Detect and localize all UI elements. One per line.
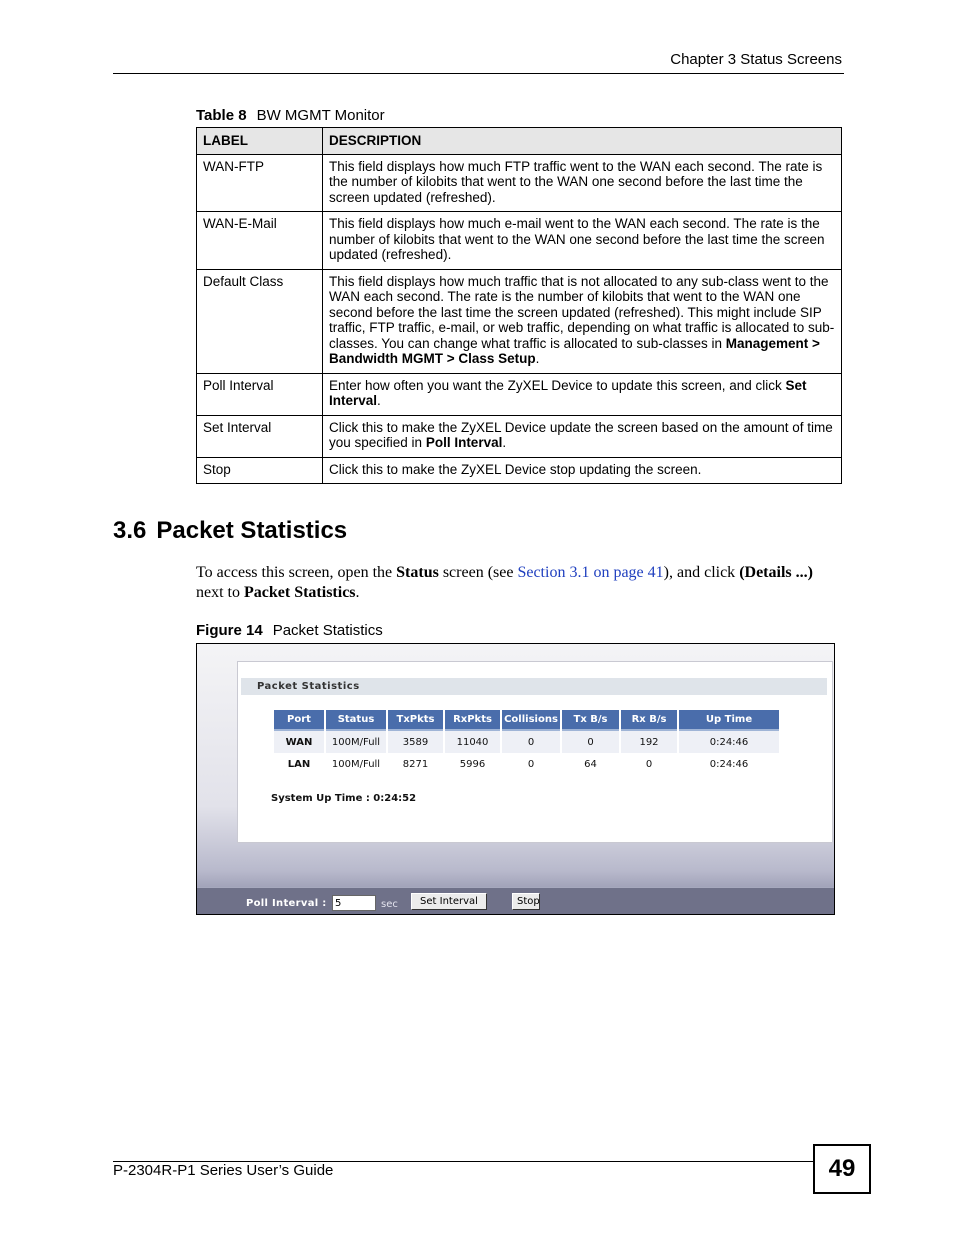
row-description: Click this to make the ZyXEL Device stop updating the screen. (323, 457, 842, 484)
table-caption-number: Table 8 (196, 107, 247, 124)
description-text: Click this to make the ZyXEL Device update the screen based on the amount of time you specified in (329, 419, 833, 450)
bw-mgmt-table (196, 127, 842, 484)
row-description: This field displays how much FTP traffic went to the WAN each second. The rate is the number of kilobits that went to the WAN one second before the last time the screen updated (refreshed). (323, 154, 842, 212)
collisions-cell: 0 (502, 731, 560, 753)
table-row (274, 731, 779, 753)
page-number: 49 (813, 1144, 871, 1194)
intro-bold: Packet Statistics (244, 584, 356, 601)
tx-bps-cell: 64 (562, 753, 619, 775)
row-label: Stop (197, 457, 323, 484)
column-header-up-time: Up Time (679, 710, 779, 731)
section-title: Packet Statistics (156, 517, 348, 544)
column-header-port: Port (274, 710, 324, 731)
table-row (274, 753, 779, 775)
description-bold: Management > Bandwidth MGMT > Class Setup (329, 335, 820, 366)
column-header-tx-bps: Tx B/s (562, 710, 619, 731)
intro-paragraph (196, 563, 842, 603)
poll-interval-label: Poll Interval : (246, 898, 327, 909)
poll-interval-input[interactable] (332, 895, 376, 911)
description-text: . (502, 435, 507, 450)
table-caption (196, 107, 385, 124)
intro-text: screen (see (438, 564, 518, 581)
chapter-header: Chapter 3 Status Screens (670, 51, 842, 68)
up-time-cell: 0:24:46 (679, 753, 779, 775)
txpkts-cell: 8271 (388, 753, 443, 775)
txpkts-cell: 3589 (388, 731, 443, 753)
stop-button[interactable]: Stop (512, 893, 540, 910)
row-label: Default Class (197, 269, 323, 373)
collisions-cell: 0 (502, 753, 560, 775)
table-row (197, 212, 842, 270)
section-link[interactable]: Section 3.1 on page 41 (517, 564, 664, 581)
poll-control-bar (197, 887, 835, 915)
table-row (197, 373, 842, 415)
description-bold: Set Interval (329, 377, 807, 408)
description-text: . (377, 393, 381, 408)
port-cell: LAN (274, 753, 324, 775)
figure-caption-number: Figure 14 (196, 622, 263, 639)
row-label: WAN-E-Mail (197, 212, 323, 270)
poll-interval-unit: sec (381, 899, 398, 910)
statistics-panel (237, 661, 833, 843)
section-heading (113, 517, 347, 545)
figure-caption-title: Packet Statistics (272, 622, 383, 639)
rxpkts-cell: 11040 (445, 731, 500, 753)
set-interval-button[interactable]: Set Interval (411, 893, 487, 910)
header-divider (113, 73, 844, 74)
row-description (323, 373, 842, 415)
status-cell: 100M/Full (326, 753, 386, 775)
column-header-rx-bps: Rx B/s (621, 710, 677, 731)
row-label: Set Interval (197, 415, 323, 457)
row-description (323, 415, 842, 457)
table-header-row (197, 128, 842, 155)
guide-title: P-2304R-P1 Series User’s Guide (113, 1162, 334, 1179)
status-cell: 100M/Full (326, 731, 386, 753)
tx-bps-cell: 0 (562, 731, 619, 753)
row-description (323, 269, 842, 373)
table-row (197, 269, 842, 373)
intro-bold: Status (396, 564, 439, 581)
table-row (197, 457, 842, 484)
row-description: This field displays how much e-mail went to the WAN each second. The rate is the number of kilobits that went to the WAN one second before the last time the screen updated (refreshed). (323, 212, 842, 270)
column-header-description: DESCRIPTION (323, 128, 842, 155)
port-cell: WAN (274, 731, 324, 753)
rxpkts-cell: 5996 (445, 753, 500, 775)
table-caption-title: BW MGMT Monitor (256, 107, 385, 124)
column-header-rxpkts: RxPkts (445, 710, 500, 731)
intro-bold: (Details ...) (739, 564, 813, 581)
column-header-txpkts: TxPkts (388, 710, 443, 731)
system-up-time: System Up Time : 0:24:52 (271, 793, 417, 804)
rx-bps-cell: 192 (621, 731, 677, 753)
table-row (197, 154, 842, 212)
intro-text: . (355, 584, 360, 601)
column-header-label: LABEL (197, 128, 323, 155)
intro-text: ), and click (663, 564, 740, 581)
description-bold: Poll Interval (425, 435, 503, 450)
description-text: This field displays how much traffic that is not allocated to any sub-class went to the WAN each second. The rate is the number of kilobits that went to the WAN one second before the last time the screen updated (refreshed). This might include SIP traffic, FTP traffic, e-mail, or web traffic, depending on what traffic is allocated to sub-classes. You can change what traffic is allocated to sub-classes in (329, 273, 835, 351)
intro-text: next to (196, 584, 244, 601)
up-time-cell: 0:24:46 (679, 731, 779, 753)
table-row (197, 415, 842, 457)
section-number: 3.6 (113, 517, 147, 544)
row-label: WAN-FTP (197, 154, 323, 212)
intro-text: To access this screen, open the (196, 564, 397, 581)
row-label: Poll Interval (197, 373, 323, 415)
rx-bps-cell: 0 (621, 753, 677, 775)
description-text: . (535, 351, 540, 366)
figure-caption (196, 622, 383, 639)
column-header-collisions: Collisions (502, 710, 560, 731)
packet-statistics-table (272, 710, 781, 775)
stats-header-row (274, 710, 779, 731)
packet-statistics-screenshot (196, 643, 835, 915)
column-header-status: Status (326, 710, 386, 731)
panel-title: Packet Statistics (241, 678, 827, 695)
description-text: Enter how often you want the ZyXEL Device to update this screen, and click (329, 377, 786, 393)
